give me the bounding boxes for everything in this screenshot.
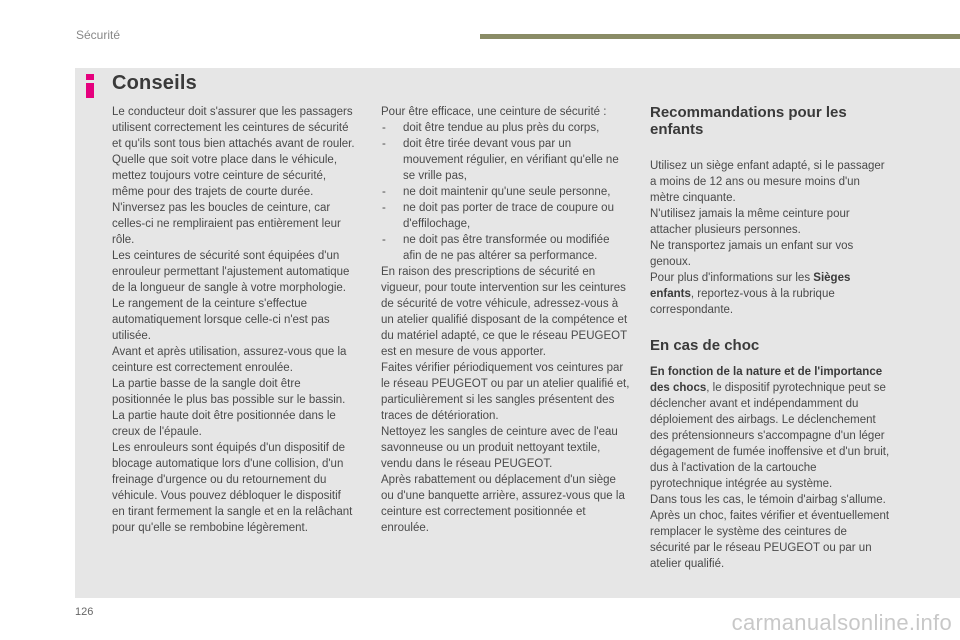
paragraph: Dans tous les cas, le témoin d'airbag s'allume. — [650, 494, 886, 506]
paragraph: La partie haute doit être positionnée dans le creux de l'épaule. — [112, 410, 336, 438]
paragraph: Après rabattement ou déplacement d'un siège ou d'une banquette arrière, assurez-vous que la ceinture est correctement positionnée et enroulée. — [381, 474, 625, 534]
paragraph: Le conducteur doit s'assurer que les passagers utilisent correctement les ceintures de sécurité et qu'ils sont tous bien attachés avant de rouler. — [112, 106, 355, 150]
list-item: - doit être tendue au plus près du corps, — [381, 120, 631, 136]
sieges-enfants-reference: Sièges enfants — [650, 272, 851, 300]
paragraph: N'inversez pas les boucles de ceinture, car celles-ci ne rempliraient pas entièrement leur rôle. — [112, 202, 341, 246]
header-bar — [480, 34, 960, 39]
choc-emphasis: En fonction de la nature et de l'importance des chocs — [650, 366, 883, 394]
section-label: Sécurité — [76, 28, 121, 42]
paragraph: En raison des prescriptions de sécurité en vigueur, pour toute intervention sur les ceintures de sécurité de votre véhicule, adressez-vous à un atelier qualifié disposant de la compétence et du matériel adapté, ce que le réseau PEUGEOT est en mesure de vous apporter. — [381, 266, 628, 358]
list-item: - ne doit pas être transformée ou modifiée afin de ne pas altérer sa performance. — [381, 232, 631, 264]
column-efficacite — [381, 104, 631, 536]
list-item: - ne doit pas porter de trace de coupure ou d'effilochage, — [381, 200, 631, 232]
recommandations-title: Recommandations pour les enfants — [650, 104, 847, 138]
paragraph: Nettoyez les sangles de ceinture avec de l'eau savonneuse ou un produit nettoyant textile, vendu dans le réseau PEUGEOT. — [381, 426, 618, 470]
paragraph: Les ceintures de sécurité sont équipées d'un enrouleur permettant l'ajustement automatique de la longueur de sangle à votre morphologie. Le rangement de la ceinture s'effectue automatiquement lorsque celle-ci n'est pas utilisée. — [112, 250, 350, 342]
column-enfants-choc — [650, 104, 890, 572]
paragraph: N'utilisez jamais la même ceinture pour attacher plusieurs personnes. — [650, 208, 850, 236]
paragraph: Ne transportez jamais un enfant sur vos genoux. — [650, 240, 854, 268]
paragraph: Avant et après utilisation, assurez-vous que la ceinture est correctement enroulée. — [112, 346, 347, 374]
text-run: , reportez-vous à la rubrique correspondante. — [650, 288, 835, 316]
bullet-intro: Pour être efficace, une ceinture de sécurité : — [381, 106, 607, 118]
list-item: - ne doit maintenir qu'une seule personne, — [381, 184, 631, 200]
column-conducteur — [112, 104, 356, 536]
bullet-list — [381, 120, 631, 264]
paragraph: Faites vérifier périodiquement vos ceintures par le réseau PEUGEOT ou par un atelier qualifié et, particulièrement si les sangles présentent des traces de détérioration. — [381, 362, 630, 422]
list-item: - doit être tirée devant vous par un mouvement régulier, en vérifiant qu'elle ne se vrille pas, — [381, 136, 631, 184]
paragraph: Quelle que soit votre place dans le véhicule, mettez toujours votre ceinture de sécurité, même pour des trajets de courte durée. — [112, 154, 338, 198]
info-icon — [81, 74, 99, 98]
paragraph: Utilisez un siège enfant adapté, si le passager a moins de 12 ans ou mesure moins d'un mètre cinquante. — [650, 160, 885, 204]
choc-title: En cas de choc — [650, 337, 760, 354]
paragraph-choc — [650, 364, 890, 492]
page-number: 126 — [75, 606, 94, 618]
paragraph: Après un choc, faites vérifier et éventuellement remplacer le système des ceintures de sécurité par le réseau PEUGEOT ou par un atelier qualifié. — [650, 510, 890, 570]
paragraph-sieges-enfants — [650, 270, 890, 318]
panel-title: Conseils — [112, 72, 197, 94]
watermark: carmanualsonline.info — [731, 610, 952, 635]
paragraph: Les enrouleurs sont équipés d'un dispositif de blocage automatique lors d'une collision, d'un freinage d'urgence ou du retournement du véhicule. Vous pouvez débloquer le dispositif en tirant fermement la sangle et en la relâchant pour qu'elle se rembobine légèrement. — [112, 442, 353, 534]
text-run: , le dispositif pyrotechnique peut se déclencher avant et indépendamment du déploiement des airbags. Le déclenchement des prétensionneurs s'accompagne d'un léger dégagement de fumée inoffensive et d'un bruit, dus à l'activation de la cartouche pyrotechnique intégrée au système. — [650, 382, 890, 490]
paragraph: La partie basse de la sangle doit être positionnée le plus bas possible sur le bassin. — [112, 378, 346, 406]
text-run: Pour plus d'informations sur les — [650, 272, 814, 284]
